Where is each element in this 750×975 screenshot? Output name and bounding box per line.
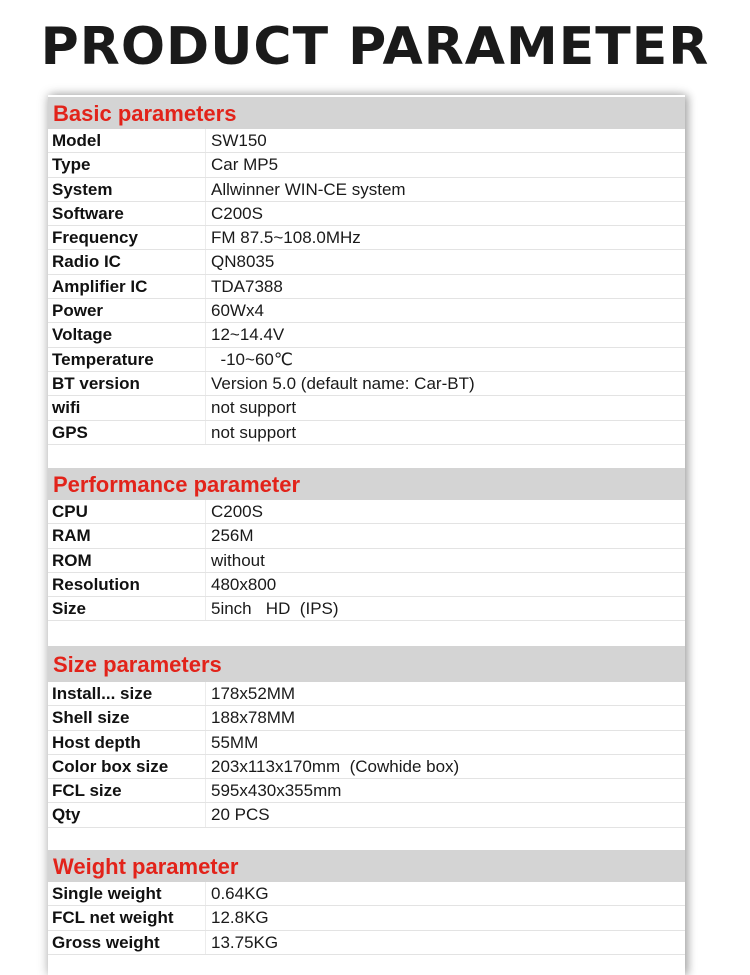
- row-value: C200S: [205, 202, 685, 225]
- table-row: [48, 682, 685, 706]
- table-row: [48, 421, 685, 445]
- row-value: QN8035: [205, 250, 685, 273]
- row-value: 0.64KG: [205, 882, 685, 905]
- table-row: [48, 755, 685, 779]
- table-row: [48, 803, 685, 827]
- table-row: [48, 202, 685, 226]
- row-label: RAM: [52, 526, 91, 546]
- row-label: Frequency: [52, 228, 138, 248]
- row-label: Host depth: [52, 732, 141, 752]
- row-value: 595x430x355mm: [205, 779, 685, 802]
- row-label: Voltage: [52, 325, 113, 345]
- row-label: Gross weight: [52, 932, 160, 952]
- row-value: Allwinner WIN-CE system: [205, 178, 685, 201]
- row-label: Amplifier IC: [52, 276, 148, 296]
- table-row: [48, 226, 685, 250]
- page-title: PRODUCT PARAMETER: [40, 17, 710, 77]
- table-row: [48, 882, 685, 906]
- row-label: Radio IC: [52, 252, 121, 272]
- table-row: [48, 906, 685, 930]
- row-value: 55MM: [205, 731, 685, 754]
- section-header: Basic parameters: [48, 97, 685, 129]
- row-label: Qty: [52, 805, 81, 825]
- row-label: Model: [52, 131, 102, 150]
- row-label: Install... size: [52, 684, 153, 703]
- row-label: Color box size: [52, 756, 169, 776]
- row-value: 203x113x170mm (Cowhide box): [205, 755, 685, 778]
- row-value: 20 PCS: [205, 803, 685, 826]
- section-basic-parameters: [48, 97, 685, 445]
- row-label: Software: [52, 203, 124, 223]
- row-label: GPS: [52, 422, 88, 442]
- table-row: [48, 549, 685, 573]
- row-value: -10~60℃: [205, 348, 685, 371]
- section-performance-parameter: [48, 468, 685, 621]
- table-row: [48, 275, 685, 299]
- table-row: [48, 299, 685, 323]
- table-row: [48, 931, 685, 955]
- table-row: [48, 524, 685, 548]
- row-value: 178x52MM: [205, 682, 685, 705]
- table-row: [48, 500, 685, 524]
- table-row: [48, 731, 685, 755]
- table-row: [48, 348, 685, 372]
- row-label: ROM: [52, 550, 92, 570]
- row-value: 480x800: [205, 573, 685, 596]
- row-value: 13.75KG: [205, 931, 685, 954]
- row-value: not support: [205, 421, 685, 444]
- row-label: System: [52, 179, 113, 199]
- section-header: Size parameters: [48, 646, 685, 682]
- table-row: [48, 372, 685, 396]
- table-row: [48, 706, 685, 730]
- row-label: Type: [52, 155, 91, 175]
- row-label: Power: [52, 301, 104, 321]
- row-label: Single weight: [52, 884, 162, 903]
- section-header: Performance parameter: [48, 468, 685, 500]
- table-row: [48, 597, 685, 621]
- row-label: FCL net weight: [52, 908, 174, 928]
- table-row: [48, 396, 685, 420]
- row-value: TDA7388: [205, 275, 685, 298]
- row-value: C200S: [205, 500, 685, 523]
- row-value: 12~14.4V: [205, 323, 685, 346]
- row-label: Temperature: [52, 349, 154, 369]
- row-value: 5inch HD (IPS): [205, 597, 685, 620]
- table-row: [48, 129, 685, 153]
- row-value: Car MP5: [205, 153, 685, 176]
- table-row: [48, 178, 685, 202]
- row-value: 188x78MM: [205, 706, 685, 729]
- table-row: [48, 250, 685, 274]
- row-value: 60Wx4: [205, 299, 685, 322]
- row-value: SW150: [205, 129, 685, 152]
- row-value: 12.8KG: [205, 906, 685, 929]
- section-size-parameters: [48, 646, 685, 828]
- table-row: [48, 323, 685, 347]
- row-label: Resolution: [52, 574, 140, 594]
- section-header: Weight parameter: [48, 850, 685, 882]
- row-value: not support: [205, 396, 685, 419]
- row-label: BT version: [52, 373, 140, 393]
- section-weight-parameter: [48, 850, 685, 955]
- row-label: FCL size: [52, 781, 122, 801]
- row-label: Size: [52, 599, 87, 619]
- table-row: [48, 153, 685, 177]
- table-row: [48, 573, 685, 597]
- row-value: FM 87.5~108.0MHz: [205, 226, 685, 249]
- table-row: [48, 779, 685, 803]
- row-label: Shell size: [52, 708, 130, 728]
- row-label: wifi: [52, 398, 81, 418]
- row-value: 256M: [205, 524, 685, 547]
- row-value: Version 5.0 (default name: Car-BT): [205, 372, 685, 395]
- row-value: without: [205, 549, 685, 572]
- parameter-panel: [48, 95, 685, 975]
- row-label: CPU: [52, 502, 88, 521]
